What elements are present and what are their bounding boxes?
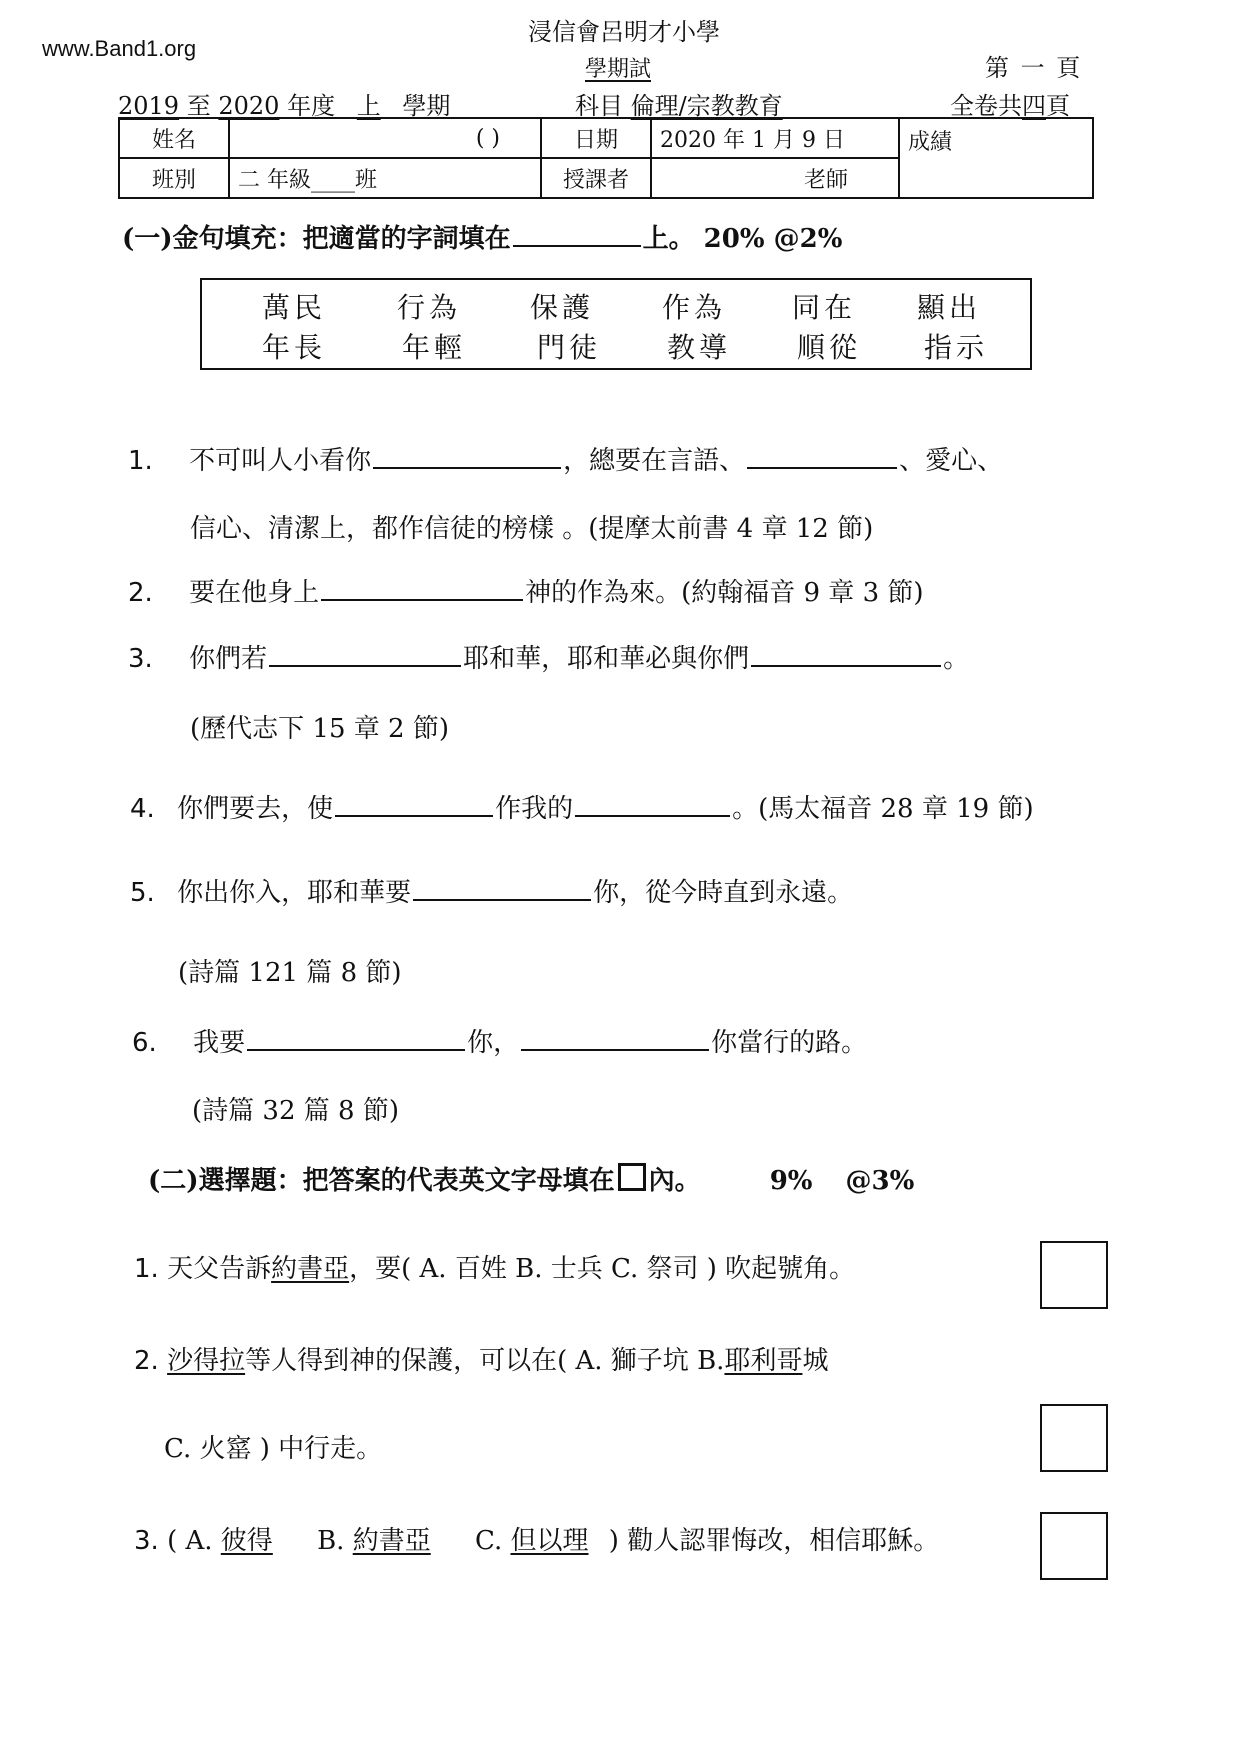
- section2-title: [148, 1160, 914, 1197]
- choice-question-2: [134, 1340, 828, 1377]
- answer-blank[interactable]: [575, 789, 730, 817]
- subject-value: 倫理/宗教教育: [630, 92, 783, 120]
- year-label: 年度: [287, 92, 336, 120]
- question-number: 5.: [130, 878, 155, 908]
- section2-score-each: @3%: [845, 1166, 915, 1196]
- question-text: ) 勸人認罪悔改，相信耶穌。: [608, 1526, 940, 1556]
- question-text: 作我的: [495, 794, 574, 824]
- answer-blank[interactable]: [521, 1023, 709, 1051]
- section1-title-text: (一)金句填充：把適當的字詞填在: [122, 224, 511, 254]
- question-options: ，要( A. 百姓 B. 士兵 C. 祭司 ) 吹起號角。: [349, 1254, 856, 1284]
- question-number: 4.: [130, 794, 155, 824]
- word-bank: [200, 278, 1032, 370]
- person-name: 沙得拉: [167, 1346, 246, 1376]
- answer-blank[interactable]: [321, 573, 523, 601]
- fill-question-5-line2: (詩篇 121 篇 8 節): [178, 958, 402, 988]
- question-number: 3.: [134, 1526, 159, 1556]
- name-field[interactable]: ( ): [229, 118, 541, 158]
- word-item: 門徒: [537, 331, 602, 364]
- choice-question-2-line2: C. 火窰 ) 中行走。: [164, 1434, 383, 1464]
- question-text: 、愛心、: [899, 446, 1004, 476]
- teacher-field[interactable]: 老師: [651, 158, 899, 198]
- total-pages-unit: 頁: [1046, 92, 1070, 120]
- option-b: 約書亞: [352, 1526, 431, 1556]
- fill-question-6-line2: (詩篇 32 篇 8 節): [192, 1096, 399, 1126]
- score-field[interactable]: [899, 118, 1093, 198]
- page-number: 第 一 頁: [985, 54, 1083, 82]
- term-value: 上: [356, 92, 381, 120]
- answer-blank[interactable]: [247, 1023, 465, 1051]
- option-a-label: ( A.: [167, 1526, 213, 1556]
- word-item: 指示: [924, 331, 989, 364]
- fill-question-3-line2: (歷代志下 15 章 2 節): [190, 714, 449, 744]
- answer-blank[interactable]: [751, 639, 941, 667]
- word-item: 順從: [797, 331, 862, 364]
- option-c: 但以理: [510, 1526, 589, 1556]
- choice-question-1: [134, 1248, 855, 1285]
- answer-box-1[interactable]: [1040, 1241, 1108, 1309]
- question-text: 你，從今時直到永遠。: [593, 878, 854, 908]
- question-number: 1.: [128, 446, 153, 476]
- total-pages-value: 四: [1022, 92, 1046, 120]
- question-number: 2.: [134, 1346, 159, 1376]
- question-number: 2.: [128, 578, 153, 608]
- question-text: 要在他身上: [189, 578, 320, 608]
- total-pages-label: 全卷共: [950, 92, 1022, 120]
- year-to: 2020: [218, 92, 280, 120]
- word-item: 年輕: [402, 331, 467, 364]
- fill-question-5: [130, 872, 853, 909]
- question-text: 耶和華，耶和華必與你們: [463, 644, 750, 674]
- answer-box-2[interactable]: [1040, 1404, 1108, 1472]
- watermark: www.Band1.org: [42, 36, 197, 61]
- choice-question-3: [134, 1520, 939, 1557]
- fill-question-4: [130, 788, 1034, 825]
- name-label: 姓名: [119, 118, 229, 158]
- answer-box-3[interactable]: [1040, 1512, 1108, 1580]
- date-label: 日期: [541, 118, 651, 158]
- word-item: 保護: [530, 291, 595, 324]
- question-text: 神的作為來。(約翰福音 9 章 3 節): [525, 578, 924, 608]
- class-label: 班別: [119, 158, 229, 198]
- answer-blank[interactable]: [269, 639, 461, 667]
- word-item: 教導: [667, 331, 732, 364]
- question-text: 我要: [193, 1028, 246, 1058]
- section2-score: 9%: [769, 1166, 813, 1196]
- subject: [575, 86, 783, 121]
- fill-question-6: [132, 1022, 867, 1059]
- person-name: 約書亞: [271, 1254, 350, 1284]
- question-text: 你，: [467, 1028, 520, 1058]
- question-options: 等人得到神的保護，可以在( A. 獅子坑 B.: [245, 1346, 725, 1376]
- fill-question-1-line2: 信心、清潔上，都作信徒的榜樣 。(提摩太前書 4 章 12 節): [190, 514, 874, 544]
- question-text: 你當行的路。: [711, 1028, 868, 1058]
- word-item: 年長: [262, 331, 327, 364]
- student-info-table: [118, 117, 1094, 199]
- school-year: [118, 86, 450, 121]
- question-number: 1.: [134, 1254, 159, 1284]
- answer-blank[interactable]: [335, 789, 493, 817]
- question-text: 天父告訴: [167, 1254, 272, 1284]
- question-text: 。(馬太福音 28 章 19 節): [732, 794, 1034, 824]
- word-item: 行為: [397, 291, 462, 324]
- fill-question-2: [128, 572, 924, 609]
- answer-blank[interactable]: [373, 441, 561, 469]
- option-a: 彼得: [220, 1526, 273, 1556]
- total-pages: [950, 86, 1070, 121]
- question-text: 你們若: [189, 644, 268, 674]
- word-item: 顯出: [917, 291, 982, 324]
- place-name: 耶利哥: [724, 1346, 803, 1376]
- section1-title: [122, 218, 842, 255]
- section2-title-text: (二)選擇題：把答案的代表英文字母填在: [148, 1166, 615, 1196]
- section1-title-score: 上。 20% @2%: [642, 224, 843, 254]
- question-number: 6.: [132, 1028, 157, 1058]
- term-label: 學期: [402, 92, 451, 120]
- question-text: 你出你入，耶和華要: [177, 878, 412, 908]
- question-text: ，總要在言語、: [563, 446, 746, 476]
- option-c-label: C.: [475, 1526, 503, 1556]
- class-field[interactable]: 二 年級____班: [229, 158, 541, 198]
- title-blank: [513, 219, 641, 247]
- question-text: 不可叫人小看你: [189, 446, 372, 476]
- answer-blank[interactable]: [413, 873, 591, 901]
- fill-question-3: [128, 638, 969, 675]
- fill-question-1: [128, 440, 1003, 477]
- question-number: 3.: [128, 644, 153, 674]
- word-item: 萬民: [262, 291, 327, 324]
- section2-title-suffix: 內。: [648, 1166, 701, 1196]
- question-text: 。: [943, 644, 970, 674]
- year-to-label: 至: [186, 92, 211, 120]
- checkbox-icon: [618, 1163, 646, 1191]
- school-name: 浸信會呂明才小學: [528, 18, 720, 46]
- exam-title: 學期試: [585, 57, 652, 82]
- subject-label: 科目: [575, 92, 623, 120]
- score-label: 成績: [908, 130, 953, 155]
- date-value: 2020 年 1 月 9 日: [651, 118, 899, 158]
- year-from: 2019: [118, 92, 180, 120]
- word-item: 同在: [792, 291, 857, 324]
- answer-blank[interactable]: [747, 441, 897, 469]
- question-text: 你們要去，使: [177, 794, 334, 824]
- word-item: 作為: [662, 291, 727, 324]
- question-text: 城: [802, 1346, 829, 1376]
- option-b-label: B.: [317, 1526, 345, 1556]
- teacher-label: 授課者: [541, 158, 651, 198]
